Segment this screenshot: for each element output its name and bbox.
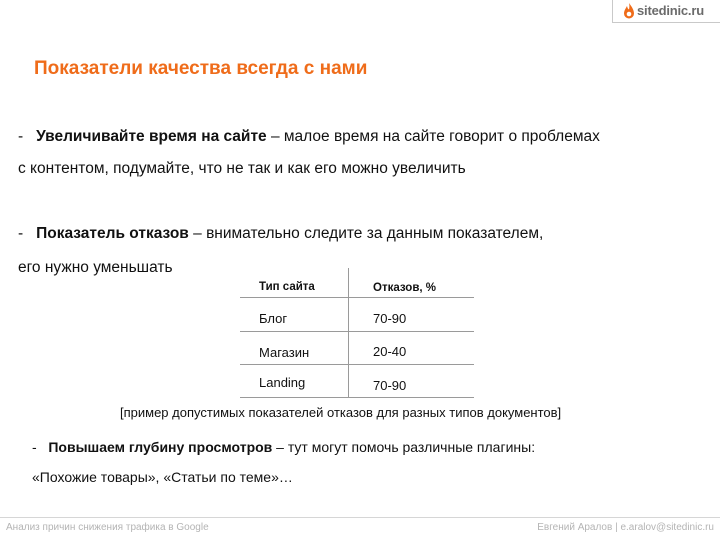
- bullet-3-bold: Повышаем глубину просмотров: [48, 439, 273, 455]
- table-rule: [240, 297, 474, 298]
- table-rule: [240, 397, 474, 398]
- table-cell: Landing: [259, 375, 306, 390]
- bullet-3-rest: – тут могут помочь различные плагины:: [272, 439, 536, 455]
- footer-divider: [0, 517, 720, 518]
- logo: [612, 0, 720, 23]
- flame-drop-icon: [623, 2, 635, 20]
- table-cell: Магазин: [259, 345, 310, 360]
- bullet-1-line-2: с контентом, подумайте, что не так и как его можно увеличить: [18, 160, 466, 177]
- table-caption: [пример допустимых показателей отказов для разных типов документов]: [120, 405, 562, 420]
- table-cell: 70-90: [373, 378, 407, 393]
- table-rule: [240, 364, 474, 365]
- table-rule: [240, 331, 474, 332]
- bullet-2-bold: Показатель отказов: [36, 225, 189, 242]
- bullet-2-rest: – внимательно следите за данным показателем,: [188, 225, 544, 242]
- bullet-marker: -: [32, 439, 37, 455]
- bullet-2-line-1: [18, 223, 543, 244]
- bullet-3-line-1: [32, 437, 535, 458]
- bullet-marker: -: [18, 225, 24, 242]
- bullet-3-line-2: «Похожие товары», «Статьи по теме»…: [32, 469, 293, 485]
- table-cell: Блог: [259, 311, 288, 326]
- table-cell: 70-90: [373, 311, 407, 326]
- bullet-2-line-2: его нужно уменьшать: [18, 259, 173, 276]
- slide-title: Показатели качества всегда с нами: [34, 58, 368, 79]
- bullet-1-line-1: [18, 126, 600, 147]
- bounce-rate-table: [240, 268, 474, 398]
- table-header-bounce: Отказов, %: [373, 282, 437, 294]
- bullet-1-rest: – малое время на сайте говорит о проблемах: [266, 128, 600, 145]
- footer-right: Евгений Аралов | e.aralov@sitedinic.ru: [537, 522, 714, 533]
- logo-text: sitedinic.ru: [637, 3, 704, 18]
- bullet-marker: -: [18, 128, 24, 145]
- table-divider: [348, 268, 349, 398]
- table-cell: 20-40: [373, 344, 407, 359]
- footer-left: Анализ причин снижения трафика в Google: [6, 522, 209, 533]
- bullet-1-bold: Увеличивайте время на сайте: [36, 128, 267, 145]
- table-header-site-type: Тип сайта: [259, 281, 315, 293]
